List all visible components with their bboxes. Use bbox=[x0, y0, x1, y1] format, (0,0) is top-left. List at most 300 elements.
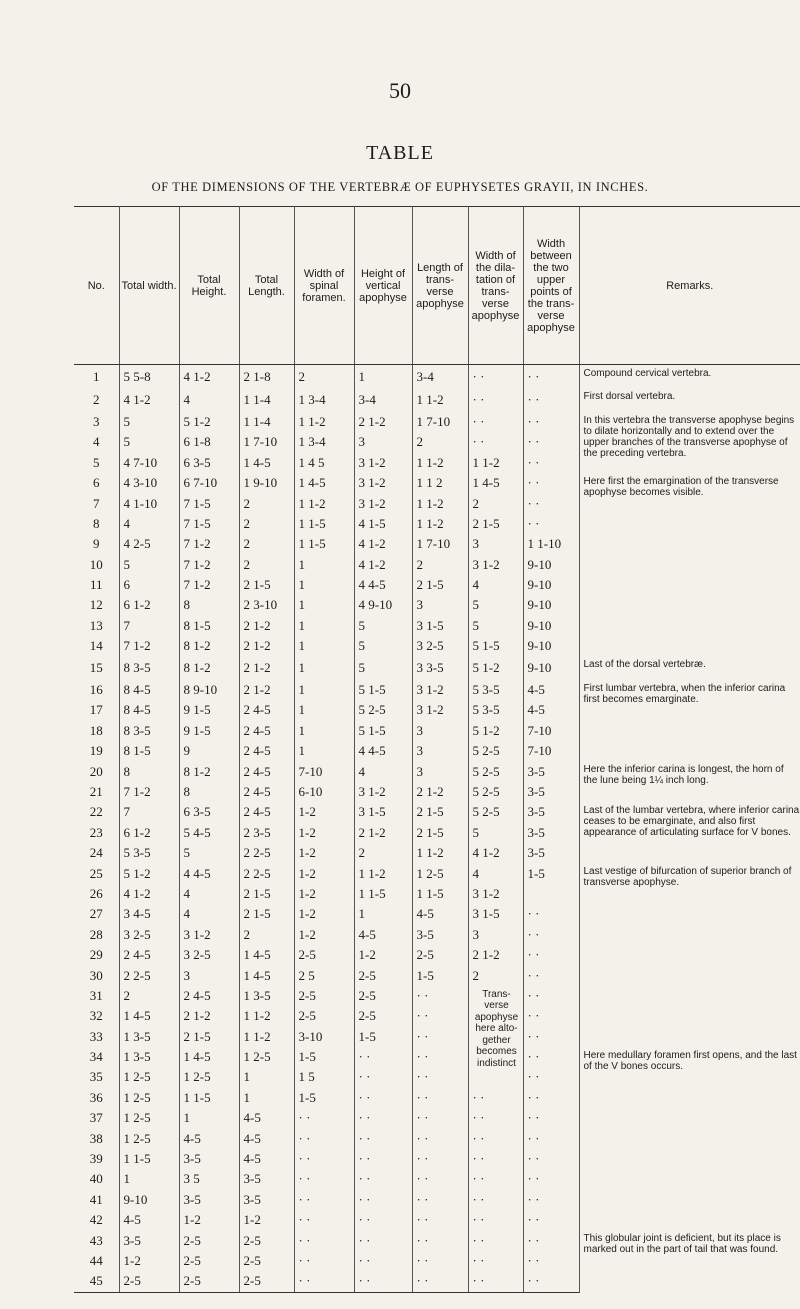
table-cell: · · bbox=[468, 1128, 523, 1148]
vertebra-number: 29 bbox=[89, 947, 103, 963]
table-cell: 3 1-5 bbox=[354, 802, 412, 822]
table-cell: 2 4-5 bbox=[179, 986, 239, 1006]
table-cell: 7-10 bbox=[294, 761, 354, 781]
table-cell: · · bbox=[354, 1169, 412, 1189]
table-cell: 8 bbox=[179, 595, 239, 615]
table-cell: 1-5 bbox=[412, 965, 468, 985]
vertebra-number: 25 bbox=[89, 865, 103, 881]
table-cell: 1 3-5 bbox=[119, 1047, 179, 1067]
table-cell: 7 bbox=[119, 802, 179, 822]
table-row bbox=[74, 656, 800, 679]
table-row bbox=[74, 1047, 800, 1067]
table-cell: 3 bbox=[412, 761, 468, 781]
table-cell: 3 1-2 bbox=[468, 884, 523, 904]
table-cell: 2 bbox=[239, 925, 294, 945]
table-cell: · · bbox=[523, 1067, 579, 1087]
table-cell: 3-5 bbox=[523, 761, 579, 781]
table-cell: 1 1-2 bbox=[412, 843, 468, 863]
table-cell: 5 bbox=[119, 412, 179, 432]
table-cell: 2 3-10 bbox=[239, 595, 294, 615]
table-cell: 6 3-5 bbox=[179, 802, 239, 822]
table-cell: 5 1-5 bbox=[354, 721, 412, 741]
vertebra-number: 23 bbox=[89, 824, 103, 840]
table-cell: 7 1-5 bbox=[179, 514, 239, 534]
table-cell: 4 bbox=[468, 863, 523, 883]
table-cell: · · bbox=[412, 1230, 468, 1250]
table-cell: 2-5 bbox=[239, 1230, 294, 1250]
table-cell: 2-5 bbox=[294, 945, 354, 965]
table-cell: · · bbox=[354, 1271, 412, 1292]
table-cell: 1 1 2 bbox=[412, 473, 468, 493]
table-cell: · · bbox=[294, 1230, 354, 1250]
table-cell: · · bbox=[523, 1149, 579, 1169]
table-cell: 9-10 bbox=[523, 656, 579, 679]
table-cell: · · bbox=[294, 1128, 354, 1148]
table-cell: 1-2 bbox=[119, 1251, 179, 1271]
table-cell: 4-5 bbox=[119, 1210, 179, 1230]
table-cell: · · bbox=[468, 1169, 523, 1189]
table-cell: 4 bbox=[179, 388, 239, 411]
vertebra-number: 45 bbox=[74, 1271, 119, 1292]
table-cell: 1 4-5 bbox=[239, 965, 294, 985]
table-cell: 1-2 bbox=[354, 945, 412, 965]
table-cell: 4-5 bbox=[523, 700, 579, 720]
table-cell: 9 bbox=[179, 741, 239, 761]
table-cell: 7 1-2 bbox=[179, 555, 239, 575]
table-cell: 4 9-10 bbox=[354, 595, 412, 615]
table-cell: · · bbox=[523, 1047, 579, 1067]
table-cell: 1 bbox=[239, 1067, 294, 1087]
table-cell: 8 1-2 bbox=[179, 636, 239, 656]
vertebra-number: 18 bbox=[89, 722, 103, 738]
table-cell: · · bbox=[523, 1251, 579, 1271]
vertebra-number: 30 bbox=[89, 967, 103, 983]
vertebra-number: 43 bbox=[89, 1232, 103, 1248]
table-cell: 8 3-5 bbox=[119, 721, 179, 741]
table-cell: 1 bbox=[294, 656, 354, 679]
table-cell: · · bbox=[468, 1271, 523, 1292]
vertebra-number: 4 bbox=[93, 434, 100, 450]
table-cell: 5 3-5 bbox=[468, 700, 523, 720]
table-cell: 1 bbox=[294, 741, 354, 761]
table-cell: 4 bbox=[354, 761, 412, 781]
table-cell: · · bbox=[523, 514, 579, 534]
table-cell: 3 1-5 bbox=[412, 616, 468, 636]
table-cell: · · bbox=[412, 1169, 468, 1189]
vertebra-number: 27 bbox=[89, 906, 103, 922]
table-cell: 3 bbox=[179, 965, 239, 985]
table-cell: · · bbox=[294, 1149, 354, 1169]
table-cell: 4 bbox=[179, 904, 239, 924]
table-cell: 9-10 bbox=[523, 575, 579, 595]
column-header: Width between the two upper points of the trans-verse apophyse bbox=[523, 207, 579, 365]
vertebra-number: 5 bbox=[93, 454, 100, 470]
table-cell: 5 bbox=[354, 636, 412, 656]
table-cell: 1 1-5 bbox=[294, 534, 354, 554]
table-cell: 1-2 bbox=[294, 823, 354, 843]
vertebra-number: 21 bbox=[89, 784, 103, 799]
table-cell: 4 1-2 bbox=[354, 555, 412, 575]
table-cell: 2 bbox=[239, 514, 294, 534]
table-cell: 3 4-5 bbox=[119, 904, 179, 924]
table-cell: 1-2 bbox=[294, 925, 354, 945]
table-cell: 3 2-5 bbox=[412, 636, 468, 656]
table-cell: · · bbox=[523, 432, 579, 452]
table-cell: · · bbox=[523, 1088, 579, 1108]
table-cell: 1 1-5 bbox=[179, 1088, 239, 1108]
vertebra-number: 8 bbox=[93, 515, 100, 531]
table-cell: 4 1-2 bbox=[354, 534, 412, 554]
table-cell: · · bbox=[354, 1108, 412, 1128]
table-cell: 1 1-2 bbox=[412, 388, 468, 411]
table-row bbox=[74, 761, 800, 781]
vertebra-number: 38 bbox=[89, 1130, 103, 1146]
table-cell: 1 bbox=[179, 1108, 239, 1128]
table-cell: 2-5 bbox=[354, 1006, 412, 1026]
table-cell: 4 1-2 bbox=[119, 388, 179, 411]
table-cell: · · bbox=[523, 388, 579, 411]
table-cell: 8 9-10 bbox=[179, 680, 239, 700]
table-row bbox=[74, 388, 800, 411]
table-cell: 1 bbox=[294, 555, 354, 575]
column-header: Remarks. bbox=[579, 207, 800, 365]
table-cell: · · bbox=[523, 412, 579, 432]
table-cell: 3 bbox=[412, 741, 468, 761]
vertebra-number: 19 bbox=[89, 743, 103, 759]
table-cell bbox=[523, 884, 579, 904]
table-cell: 6 1-2 bbox=[119, 823, 179, 843]
table-cell: 1 4-5 bbox=[179, 1047, 239, 1067]
table-cell: 3 1-2 bbox=[354, 473, 412, 493]
table-cell: · · bbox=[354, 1149, 412, 1169]
table-cell: 1 2-5 bbox=[119, 1088, 179, 1108]
table-cell: 1 3-4 bbox=[294, 432, 354, 452]
table-cell: 4 bbox=[179, 884, 239, 904]
table-cell: 1 1-10 bbox=[523, 534, 579, 554]
table-cell: 7 1-2 bbox=[179, 575, 239, 595]
table-cell: 1-2 bbox=[239, 1210, 294, 1230]
table-cell: 2 1-5 bbox=[239, 904, 294, 924]
table-cell: · · bbox=[412, 1149, 468, 1169]
table-cell: · · bbox=[523, 945, 579, 965]
vertebra-number: 31 bbox=[89, 987, 103, 1003]
table-cell: 2 1-2 bbox=[239, 680, 294, 700]
table-cell: · · bbox=[294, 1251, 354, 1271]
table-cell: 2 1-2 bbox=[239, 636, 294, 656]
table-cell: · · bbox=[412, 1027, 468, 1047]
table-cell: · · bbox=[294, 1169, 354, 1189]
table-cell: 1 4-5 bbox=[119, 1006, 179, 1026]
table-cell: 2 1-2 bbox=[239, 656, 294, 679]
table-cell: 3 bbox=[468, 534, 523, 554]
table-cell: 1 bbox=[294, 700, 354, 720]
table-cell: · · bbox=[523, 1027, 579, 1047]
table-cell: · · bbox=[412, 1251, 468, 1271]
table-cell: 4-5 bbox=[179, 1128, 239, 1148]
table-cell: · · bbox=[468, 432, 523, 452]
table-cell: · · bbox=[354, 1047, 412, 1067]
table-cell: 2 bbox=[354, 843, 412, 863]
table-cell: · · bbox=[354, 1088, 412, 1108]
vertebra-number: 35 bbox=[89, 1069, 103, 1085]
remark-cell: First lumbar vertebra, when the inferior carina first becomes emarginate. bbox=[579, 680, 800, 762]
remark-cell: In this vertebra the transverse apophyse begins to dilate horizontally and to extend over the upper branches of the transverse apophyse of the preceding vertebra. bbox=[579, 412, 800, 473]
table-cell: 1 1-2 bbox=[412, 453, 468, 473]
table-cell: 4 bbox=[468, 575, 523, 595]
table-cell: 3 bbox=[468, 925, 523, 945]
table-cell: 2 2-5 bbox=[239, 863, 294, 883]
dilatation-note: Trans-verse apophyse here alto-gether becomes indistinct bbox=[468, 986, 523, 1088]
table-cell: 1 1-2 bbox=[239, 1027, 294, 1047]
table-cell: 2 4-5 bbox=[239, 741, 294, 761]
vertebra-number: 40 bbox=[89, 1171, 103, 1187]
remark-cell: Last of the lumbar vertebra, where inferior carina ceases to be emarginate, and also first appearance of articulating surface for V bones. bbox=[579, 802, 800, 863]
table-cell: 1 1-2 bbox=[239, 1006, 294, 1026]
table-cell: 2 bbox=[412, 555, 468, 575]
table-cell: 7 1-2 bbox=[119, 782, 179, 802]
table-cell: 1 2-5 bbox=[179, 1067, 239, 1087]
table-cell: 2 4-5 bbox=[239, 802, 294, 822]
table-cell: 6 1-8 bbox=[179, 432, 239, 452]
table-cell: 3 bbox=[412, 721, 468, 741]
table-cell: · · bbox=[412, 1210, 468, 1230]
table-heading: TABLE bbox=[366, 142, 434, 164]
table-cell: 9-10 bbox=[523, 636, 579, 656]
table-cell: · · bbox=[468, 1108, 523, 1128]
table-cell: 2 1-5 bbox=[239, 575, 294, 595]
table-cell: 2 5 bbox=[294, 965, 354, 985]
table-cell: 8 3-5 bbox=[119, 656, 179, 679]
table-cell: 2-5 bbox=[412, 945, 468, 965]
table-cell: · · bbox=[523, 1006, 579, 1026]
table-cell: 2 1-5 bbox=[412, 823, 468, 843]
table-cell: 1-2 bbox=[294, 802, 354, 822]
table-cell: 2 1-8 bbox=[239, 365, 294, 389]
vertebra-number: 10 bbox=[89, 556, 103, 572]
table-cell: 5 5-8 bbox=[119, 365, 179, 389]
table-cell: 6 bbox=[119, 575, 179, 595]
table-cell: 3 2-5 bbox=[119, 925, 179, 945]
table-cell: · · bbox=[354, 1210, 412, 1230]
table-cell: 1 2-5 bbox=[119, 1108, 179, 1128]
column-header: Width of the dila-tation of trans-verse apophyse bbox=[468, 207, 523, 365]
table-cell: · · bbox=[523, 365, 579, 389]
table-cell: · · bbox=[468, 365, 523, 389]
vertebra-number: 20 bbox=[89, 763, 103, 779]
remark-cell: Here first the emargination of the transverse apophyse becomes visible. bbox=[579, 473, 800, 657]
remark-cell: Here medullary foramen first opens, and the last of the V bones occurs. bbox=[579, 1047, 800, 1231]
table-cell: 3 5 bbox=[179, 1169, 239, 1189]
table-cell: 2 2-5 bbox=[119, 965, 179, 985]
table-cell: · · bbox=[412, 1190, 468, 1210]
table-cell: 8 1-2 bbox=[179, 761, 239, 781]
table-cell: 4-5 bbox=[239, 1128, 294, 1148]
remark-cell: First dorsal vertebra. bbox=[579, 388, 800, 411]
table-cell: 2 bbox=[119, 986, 179, 1006]
column-header: Height of vertical apophyse bbox=[354, 207, 412, 365]
table-cell: 3-5 bbox=[239, 1169, 294, 1189]
table-cell: 2-5 bbox=[179, 1230, 239, 1250]
table-cell: 2-5 bbox=[294, 1006, 354, 1026]
table-cell: 1-5 bbox=[523, 863, 579, 883]
table-cell: 4-5 bbox=[523, 680, 579, 700]
table-cell: 2 4-5 bbox=[239, 782, 294, 802]
vertebra-number: 32 bbox=[89, 1008, 103, 1024]
table-cell: 1 bbox=[354, 365, 412, 389]
table-cell: 5 bbox=[354, 616, 412, 636]
table-cell: 7 1-5 bbox=[179, 493, 239, 513]
table-cell: 1 bbox=[294, 616, 354, 636]
table-cell: 3-5 bbox=[523, 782, 579, 802]
table-row bbox=[74, 412, 800, 432]
table-cell: 1 bbox=[354, 904, 412, 924]
table-cell: 7-10 bbox=[523, 741, 579, 761]
table-cell: 8 1-2 bbox=[179, 656, 239, 679]
table-cell: 3-5 bbox=[523, 843, 579, 863]
table-cell: 3 1-2 bbox=[354, 782, 412, 802]
vertebra-number: 13 bbox=[89, 617, 103, 633]
table-cell: 1 1-5 bbox=[354, 884, 412, 904]
table-row bbox=[74, 473, 800, 493]
table-cell: · · bbox=[294, 1108, 354, 1128]
table-cell: 2 1-5 bbox=[239, 884, 294, 904]
table-cell: 2 4-5 bbox=[119, 945, 179, 965]
table-cell: · · bbox=[523, 986, 579, 1006]
table-cell: 4 2-5 bbox=[119, 534, 179, 554]
table-cell: · · bbox=[468, 412, 523, 432]
table-cell: 1 4 5 bbox=[294, 453, 354, 473]
table-cell: 1 bbox=[294, 575, 354, 595]
table-cell: 2 3-5 bbox=[239, 823, 294, 843]
table-cell: 1 4-5 bbox=[239, 945, 294, 965]
table-cell: 1 1-4 bbox=[239, 412, 294, 432]
table-cell: · · bbox=[523, 1190, 579, 1210]
column-header: Total width. bbox=[119, 207, 179, 365]
table-cell: 1 2-5 bbox=[239, 1047, 294, 1067]
table-cell: 3 3-5 bbox=[412, 656, 468, 679]
table-cell: 1-2 bbox=[294, 843, 354, 863]
table-cell: 1 bbox=[294, 636, 354, 656]
table-cell: 1-5 bbox=[294, 1088, 354, 1108]
vertebra-number: 34 bbox=[89, 1049, 103, 1065]
table-cell: 1-5 bbox=[354, 1027, 412, 1047]
header-row bbox=[74, 207, 800, 365]
table-cell: 6 7-10 bbox=[179, 473, 239, 493]
table-cell: 4-5 bbox=[412, 904, 468, 924]
table-cell: 5 bbox=[179, 843, 239, 863]
table-cell: 4 1-2 bbox=[179, 365, 239, 389]
vertebra-number: 7 bbox=[93, 495, 100, 511]
table-cell: 1 7-10 bbox=[412, 534, 468, 554]
table-cell: 2 1-5 bbox=[179, 1027, 239, 1047]
table-cell: 1 3-4 bbox=[294, 388, 354, 411]
table-cell: 4 7-10 bbox=[119, 453, 179, 473]
column-header: Total Height. bbox=[179, 207, 239, 365]
table-cell: 1-2 bbox=[294, 884, 354, 904]
table-cell: · · bbox=[354, 1067, 412, 1087]
vertebra-number: 6 bbox=[93, 475, 100, 491]
table-cell: 7-10 bbox=[523, 721, 579, 741]
vertebra-number: 11 bbox=[89, 577, 103, 593]
table-cell: 5 3-5 bbox=[119, 843, 179, 863]
vertebra-number: 33 bbox=[89, 1028, 103, 1044]
table-cell: · · bbox=[354, 1230, 412, 1250]
table-cell: 1 4-5 bbox=[468, 473, 523, 493]
table-cell: 1 bbox=[294, 721, 354, 741]
table-cell: 8 bbox=[119, 761, 179, 781]
table-cell: 2 1-2 bbox=[239, 616, 294, 636]
vertebra-number: 26 bbox=[89, 885, 103, 901]
table-cell: · · bbox=[523, 904, 579, 924]
table-cell: 2 bbox=[294, 365, 354, 389]
table-cell: · · bbox=[468, 1251, 523, 1271]
table-cell: 3 1-2 bbox=[468, 555, 523, 575]
table-cell: 4 1-2 bbox=[119, 884, 179, 904]
table-cell: 5 1-2 bbox=[468, 656, 523, 679]
table-cell: 1 1-5 bbox=[294, 514, 354, 534]
table-cell: · · bbox=[468, 1230, 523, 1250]
table-cell: 1-2 bbox=[179, 1210, 239, 1230]
table-cell: · · bbox=[523, 1271, 579, 1292]
table-cell: · · bbox=[294, 1210, 354, 1230]
table-cell: 4-5 bbox=[239, 1149, 294, 1169]
vertebra-number: 3 bbox=[93, 413, 100, 429]
table-cell: 1 1-2 bbox=[412, 493, 468, 513]
table-cell: 2 4-5 bbox=[239, 721, 294, 741]
table-cell: 2-5 bbox=[179, 1271, 239, 1292]
table-cell: 1 3-5 bbox=[239, 986, 294, 1006]
table-cell: 2 4-5 bbox=[239, 700, 294, 720]
table-cell: 9 1-5 bbox=[179, 721, 239, 741]
table-cell: · · bbox=[523, 965, 579, 985]
table-cell: 2 1-2 bbox=[468, 945, 523, 965]
table-cell: 1 1-2 bbox=[468, 453, 523, 473]
vertebra-number: 24 bbox=[89, 845, 103, 861]
table-cell: 2-5 bbox=[354, 986, 412, 1006]
table-cell: 5 1-5 bbox=[354, 680, 412, 700]
table-cell: 2-5 bbox=[354, 965, 412, 985]
table-cell: 4 1-10 bbox=[119, 493, 179, 513]
table-cell: 3 1-5 bbox=[468, 904, 523, 924]
table-cell: 5 bbox=[119, 432, 179, 452]
table-cell: · · bbox=[468, 1190, 523, 1210]
table-cell: · · bbox=[523, 925, 579, 945]
table-cell: 1 1-5 bbox=[119, 1149, 179, 1169]
table-cell: 4 4-5 bbox=[354, 741, 412, 761]
table-cell: 3-5 bbox=[179, 1149, 239, 1169]
table-cell: 5 2-5 bbox=[468, 802, 523, 822]
table-subtitle: OF THE DIMENSIONS OF THE VERTEBRÆ OF EUPHYSETES GRAYII, IN INCHES. bbox=[151, 180, 649, 194]
table-cell: 4 4-5 bbox=[179, 863, 239, 883]
vertebra-number: 15 bbox=[89, 660, 103, 676]
table-row bbox=[74, 802, 800, 822]
table-cell: · · bbox=[354, 1190, 412, 1210]
table-cell: 2 1-2 bbox=[412, 782, 468, 802]
table-cell: · · bbox=[412, 1006, 468, 1026]
column-header: Length of trans-verse apophyse bbox=[412, 207, 468, 365]
table-cell: 5 1-2 bbox=[179, 412, 239, 432]
table-cell: · · bbox=[523, 1128, 579, 1148]
table-cell: 3 2-5 bbox=[179, 945, 239, 965]
vertebra-number: 16 bbox=[89, 682, 103, 698]
table-cell: 6-10 bbox=[294, 782, 354, 802]
table-cell: 1 3-5 bbox=[119, 1027, 179, 1047]
table-cell: 1 7-10 bbox=[412, 412, 468, 432]
table-cell: 1 1-2 bbox=[354, 863, 412, 883]
remark-cell: Last vestige of bifurcation of superior branch of transverse apophyse. bbox=[579, 863, 800, 1047]
table-cell: 1 bbox=[294, 595, 354, 615]
table-cell: 2-5 bbox=[239, 1251, 294, 1271]
